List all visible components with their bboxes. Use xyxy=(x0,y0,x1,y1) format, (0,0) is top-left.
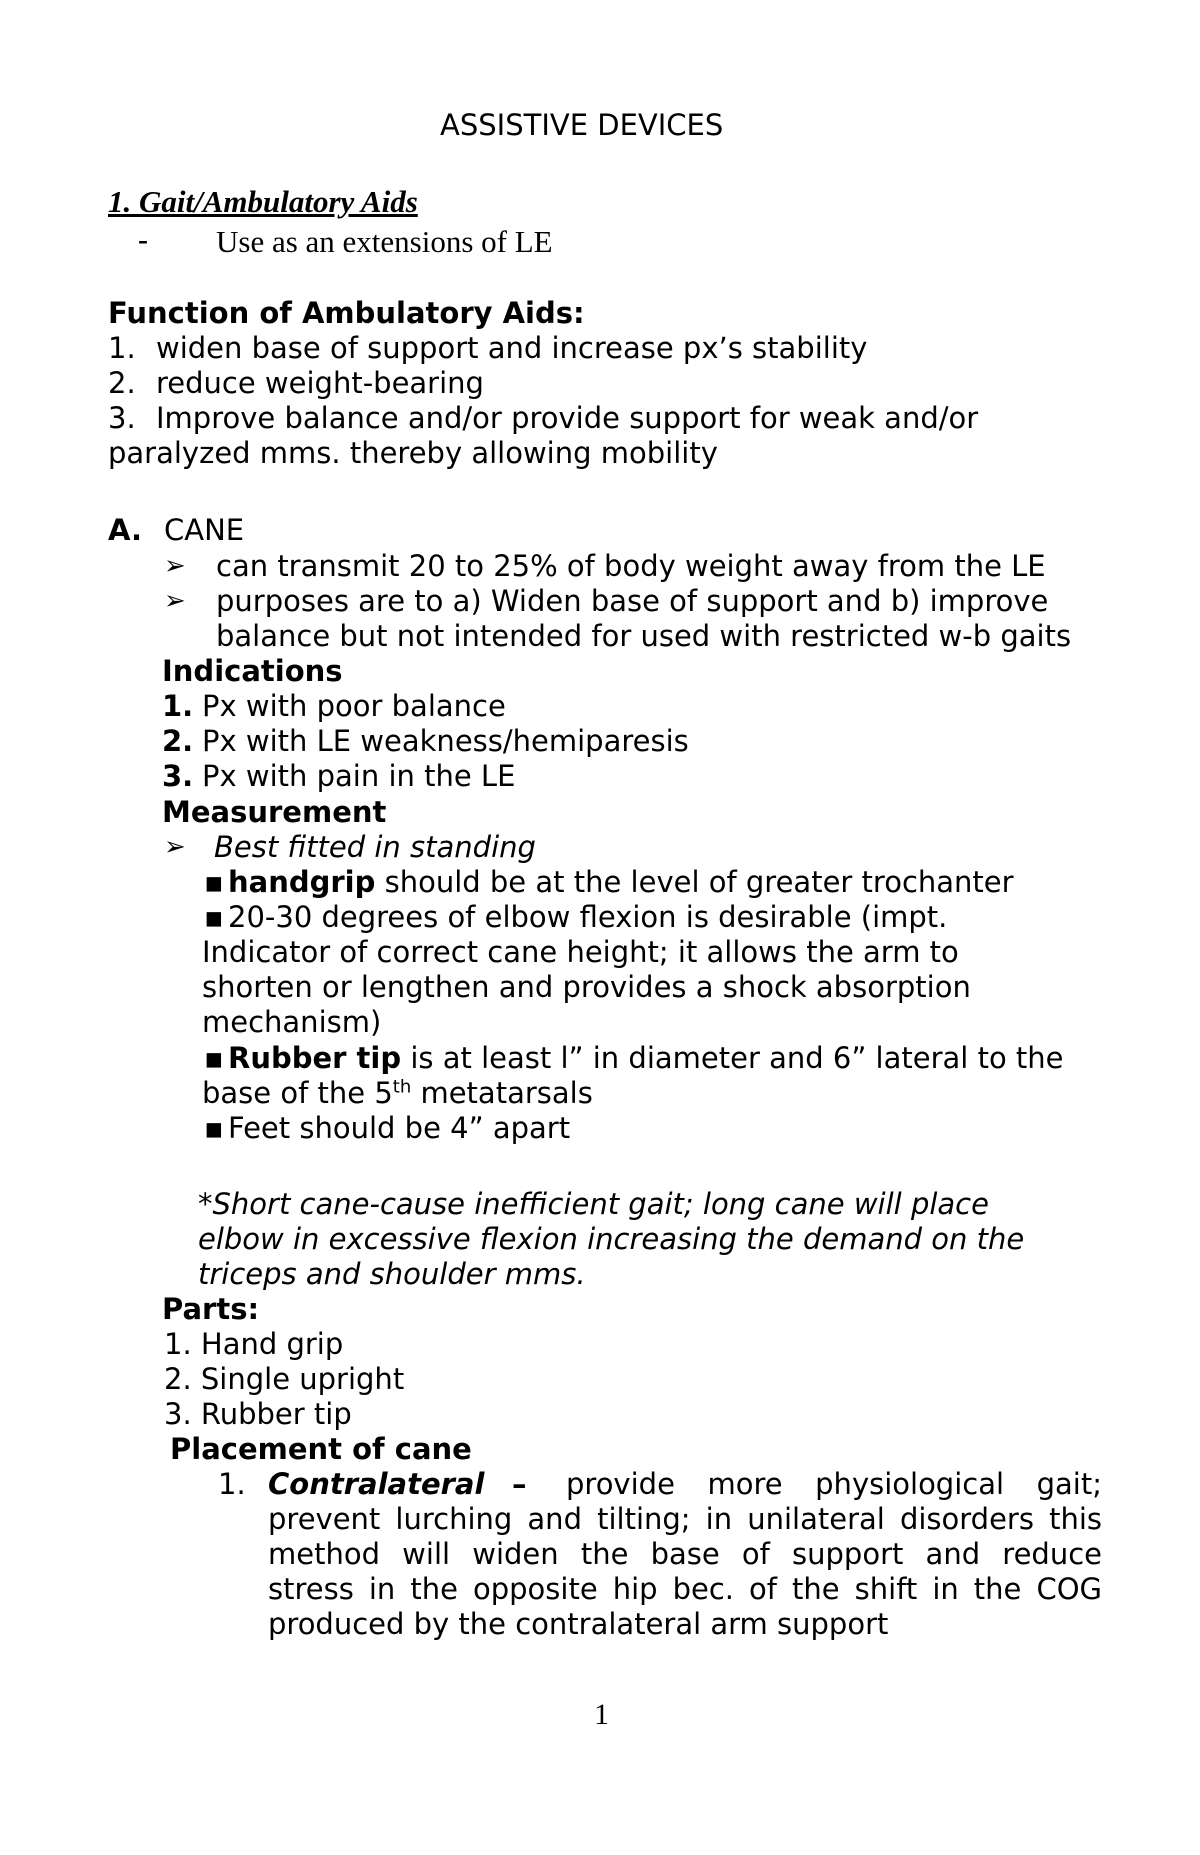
elbow-text-cont: Indicator of correct cane height; it allows the arm to xyxy=(202,935,959,969)
cane-bullet-text-cont: balance but not intended for used with restricted w-b gaits xyxy=(216,619,1072,653)
elbow-text-cont: mechanism) xyxy=(202,1005,382,1039)
rubber-tip-line xyxy=(228,1041,1064,1076)
page-title: ASSISTIVE DEVICES xyxy=(440,108,724,142)
function-item-num: 1. xyxy=(108,331,136,365)
placement-text: stress in the opposite hip bec. of the shift in the COG xyxy=(268,1572,1102,1606)
indication-num: 2. xyxy=(162,724,194,758)
rubber-tip-line-cont xyxy=(202,1076,593,1111)
elbow-text: 20-30 degrees of elbow flexion is desirable (impt. xyxy=(228,900,948,934)
note-text: elbow in excessive flexion increasing the demand on the xyxy=(198,1222,1025,1256)
placement-dash: – xyxy=(512,1467,527,1501)
indication-num: 1. xyxy=(162,689,194,723)
cane-heading: CANE xyxy=(164,513,245,547)
parts-item: 2. Single upright xyxy=(164,1362,405,1396)
arrow-bullet-icon: ➢ xyxy=(164,551,186,581)
indication-num: 3. xyxy=(162,759,194,793)
ordinal-suffix: th xyxy=(392,1076,412,1098)
measurement-subheading: Best fitted in standing xyxy=(214,830,536,864)
square-bullet-icon: ▪ xyxy=(204,1041,224,1075)
parts-heading: Parts: xyxy=(162,1292,260,1326)
function-item-text: reduce weight-bearing xyxy=(156,366,484,400)
note-text: *Short cane-cause inefficient gait; long cane will place xyxy=(198,1187,989,1221)
square-bullet-icon: ▪ xyxy=(204,865,224,899)
parts-item: 3. Rubber tip xyxy=(164,1397,352,1431)
handgrip-term: handgrip xyxy=(228,865,376,899)
elbow-text-cont: shorten or lengthen and provides a shock absorption xyxy=(202,970,971,1004)
placement-heading: Placement of cane xyxy=(170,1432,472,1466)
arrow-bullet-icon: ➢ xyxy=(164,586,186,616)
dash-marker: - xyxy=(138,223,148,256)
cane-label: A. xyxy=(108,513,142,547)
rubber-tip-text-a: base of the 5 xyxy=(202,1076,393,1110)
placement-text: produced by the contralateral arm support xyxy=(268,1607,889,1641)
square-bullet-icon: ▪ xyxy=(204,1111,224,1145)
placement-term: Contralateral xyxy=(268,1467,485,1501)
function-item-text: Improve balance and/or provide support for weak and/or xyxy=(156,401,979,435)
function-item-num: 3. xyxy=(108,401,136,435)
cane-bullet-text: can transmit 20 to 25% of body weight away from the LE xyxy=(216,549,1046,583)
measurement-heading: Measurement xyxy=(162,795,387,829)
function-item-num: 2. xyxy=(108,366,136,400)
handgrip-line xyxy=(228,865,1014,900)
indications-heading: Indications xyxy=(162,654,343,688)
placement-text: provide more physiological gait; xyxy=(566,1467,1102,1501)
feet-text: Feet should be 4” apart xyxy=(228,1111,571,1145)
rubber-tip-term: Rubber tip xyxy=(228,1041,402,1075)
handgrip-text: should be at the level of greater trochanter xyxy=(375,865,1014,899)
placement-text: prevent lurching and tilting; in unilateral disorders this xyxy=(268,1502,1102,1536)
rubber-tip-text-b: metatarsals xyxy=(411,1076,593,1110)
functions-heading: Function of Ambulatory Aids: xyxy=(108,296,585,330)
square-bullet-icon: ▪ xyxy=(204,900,224,934)
page-number: 1 xyxy=(594,1698,609,1731)
section-heading-gait-aids: 1. Gait/Ambulatory Aids xyxy=(108,184,418,219)
indication-text: Px with pain in the LE xyxy=(202,759,516,793)
arrow-bullet-icon: ➢ xyxy=(164,832,186,862)
placement-text: method will widen the base of support and reduce xyxy=(268,1537,1102,1571)
rubber-tip-text: is at least l” in diameter and 6” lateral to the xyxy=(401,1041,1064,1075)
function-item-text: widen base of support and increase px’s stability xyxy=(156,331,868,365)
cane-bullet-text: purposes are to a) Widen base of support and b) improve xyxy=(216,584,1049,618)
note-text: triceps and shoulder mms. xyxy=(198,1257,586,1291)
function-continuation: paralyzed mms. thereby allowing mobility xyxy=(108,436,718,470)
indication-text: Px with LE weakness/hemiparesis xyxy=(202,724,689,758)
indication-text: Px with poor balance xyxy=(202,689,506,723)
parts-item: 1. Hand grip xyxy=(164,1327,344,1361)
placement-num: 1. xyxy=(218,1467,246,1501)
dash-item-text: Use as an extensions of LE xyxy=(216,224,553,259)
